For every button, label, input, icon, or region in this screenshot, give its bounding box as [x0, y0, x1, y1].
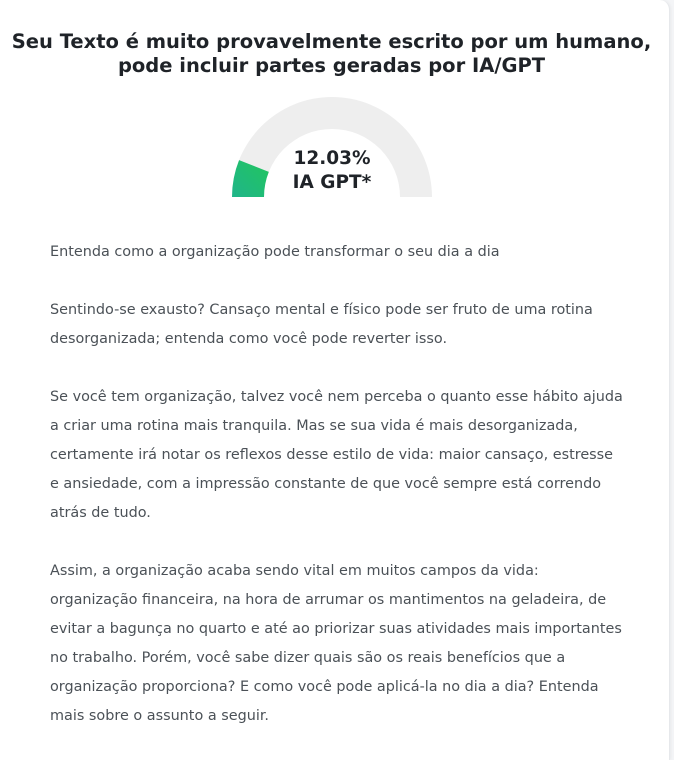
- ai-gpt-caption: IA GPT*: [292, 172, 372, 193]
- ai-percentage: 12.03%: [293, 148, 371, 169]
- gauge-readout: [232, 147, 432, 195]
- text-paragraph: Entenda como a organização pode transformar o seu dia a dia: [50, 244, 500, 260]
- analyzed-text: [50, 238, 625, 760]
- result-headline: Seu Texto é muito provavelmente escrito por um humano, pode incluir partes geradas por IA/GPT: [11, 30, 652, 77]
- text-paragraph: Se você tem organização, talvez você nem perceba o quanto esse hábito ajuda a criar uma rotina mais tranquila. Mas se sua vida é mais desorganizada, certamente irá notar os reflexos desse estilo de vida: maior cansaço, estresse e ansiedade, com a impressão constante de que você sempre está correndo atrás de tudo.: [50, 389, 623, 521]
- text-paragraph: Assim, a organização acaba sendo vital em muitos campos da vida: organização financeira, na hora de arrumar os mantimentos na geladeira, de evitar a bagunça no quarto e até ao priorizar suas atividades mais importantes no trabalho. Porém, você sabe dizer quais são os reais benefícios que a organização proporciona? E como você pode aplicá-la no dia a dia? Entenda mais sobre o assunto a seguir.: [50, 563, 622, 724]
- text-paragraph: Sentindo-se exausto? Cansaço mental e físico pode ser fruto de uma rotina desorganizada; entenda como você pode reverter isso.: [50, 302, 593, 347]
